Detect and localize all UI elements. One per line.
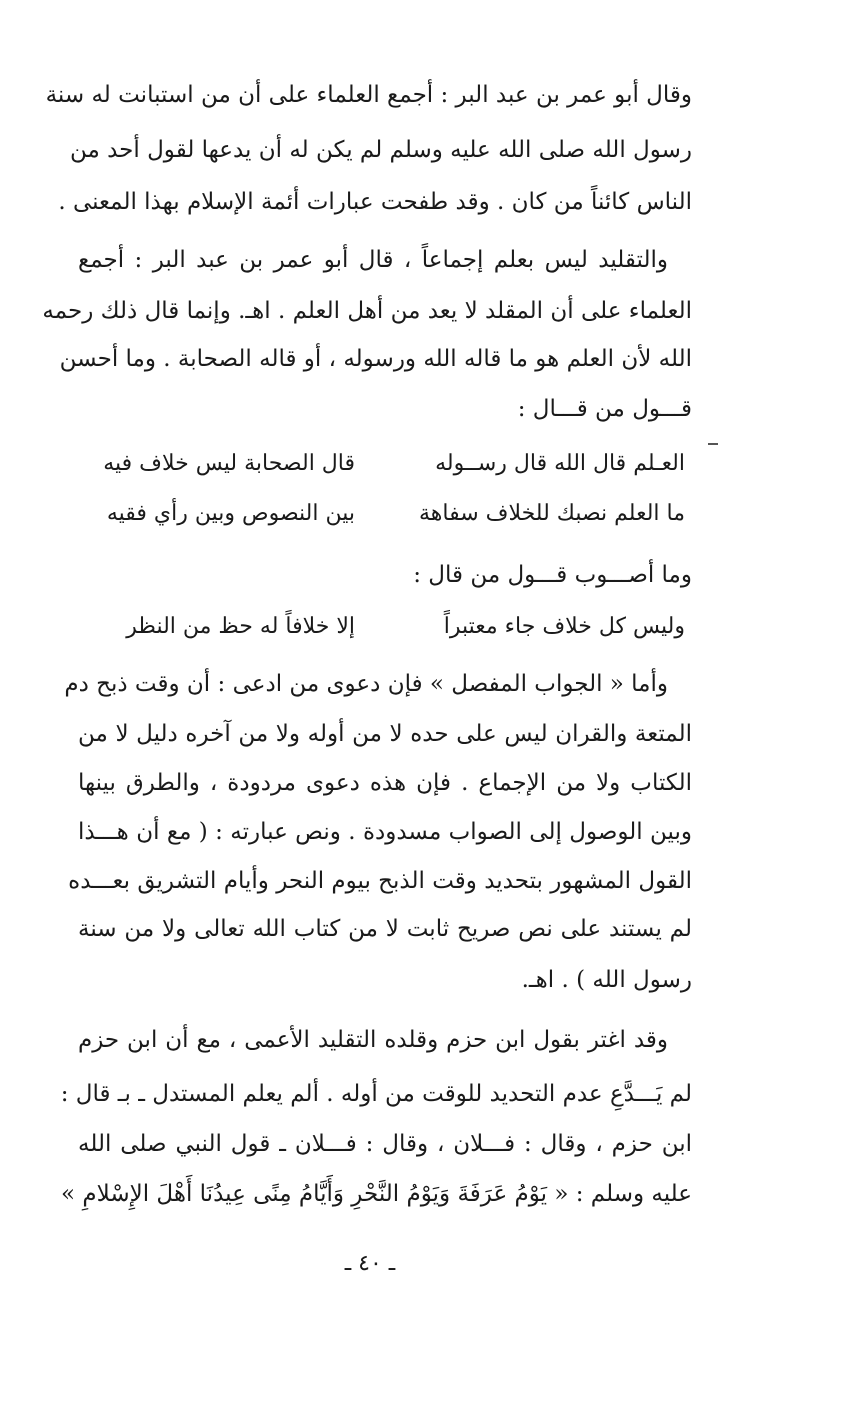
text-line: رسول الله صلى الله عليه وسلم لم يكن له أن يدعها لقول أحد من (69, 137, 692, 163)
text-line: ابن حزم ، وقال : فـــلان ، وقال : فـــلان ـ قول النبي صلى الله (78, 1131, 692, 1157)
text-line: الناس كائناً من كان . وقد طفحت عبارات أئمة الإسلام بهذا المعنى . (58, 189, 692, 215)
text-line: العلماء على أن المقلد لا يعد من أهل العلم . اهـ. وإنما قال ذلك رحمه (42, 298, 692, 324)
verse-first-hemistich: العـلم قال الله قال رســوله (435, 451, 685, 476)
text-line: رسول الله ) . اهـ. (521, 967, 692, 993)
verse-second-hemistich: إلا خلافاً له حظ من النظر (126, 614, 355, 639)
verse-second-hemistich: بين النصوص وبين رأي فقيه (106, 501, 355, 526)
page-number: ـ ٤٠ ـ (344, 1251, 396, 1276)
verse-first-hemistich: وليس كل خلاف جاء معتبراً (443, 614, 685, 639)
text-line: وقد اغتر بقول ابن حزم وقلده التقليد الأعمى ، مع أن ابن حزم (78, 1027, 668, 1053)
text-line: قـــول من قـــال : (517, 396, 692, 422)
verse-first-hemistich: ما العلم نصبك للخلاف سفاهة (419, 501, 685, 526)
text-line: عليه وسلم : « يَوْمُ عَرَفَةَ وَيَوْمُ النَّحْرِ وَأَيَّامُ مِنًى عِيدُنَا أَهْلَ الإِسْلامِ » (60, 1181, 692, 1207)
text-line: الله لأن العلم هو ما قاله الله ورسوله ، أو قاله الصحابة . وما أحسن (59, 346, 692, 372)
text-line: المتعة والقران ليس على حده لا من أوله ولا من آخره دليل لا من (78, 721, 692, 747)
verse-intro: وما أصـــوب قـــول من قال : (413, 562, 692, 588)
text-line: وبين الوصول إلى الصواب مسدودة . ونص عبارته : ( مع أن هـــذا (78, 819, 692, 845)
text-line: وقال أبو عمر بن عبد البر : أجمع العلماء على أن من استبانت له سنة (45, 82, 692, 108)
text-line: والتقليد ليس بعلم إجماعاً ، قال أبو عمر بن عبد البر : أجمع (78, 247, 668, 273)
text-line: الكتاب ولا من الإجماع . فإن هذه دعوى مردودة ، والطرق بينها (78, 770, 692, 796)
margin-mark (708, 443, 718, 445)
text-line: لم يستند على نص صريح ثابت لا من كتاب الله تعالى ولا من سنة (78, 916, 692, 942)
text-line: القول المشهور بتحديد وقت الذبح بيوم النحر وأيام التشريق بعـــده (68, 868, 692, 894)
text-line: لم يَـــدَّعِ عدم التحديد للوقت من أوله . ألم يعلم المستدل ـ بـ قال : (60, 1081, 692, 1107)
verse-second-hemistich: قال الصحابة ليس خلاف فيه (103, 451, 355, 476)
text-line: وأما « الجواب المفصل » فإن دعوى من ادعى : أن وقت ذبح دم (64, 671, 668, 697)
